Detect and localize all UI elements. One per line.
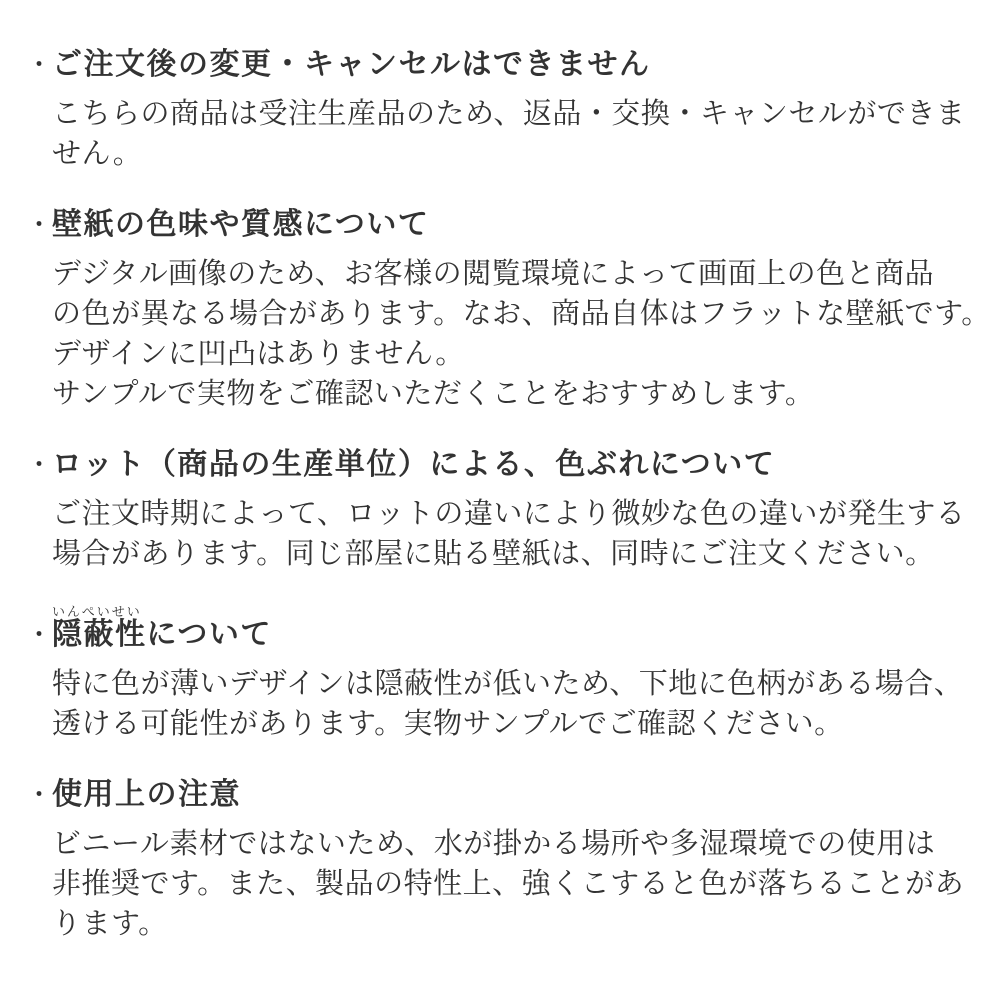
section-heading-row bbox=[28, 204, 980, 246]
section-body: ご注文時期によって、ロットの違いにより微妙な色の違いが発生する 場合があります。同じ部屋に貼る壁紙は、同時にご注文ください。 bbox=[52, 498, 966, 570]
section-heading-row bbox=[28, 444, 980, 486]
note-section bbox=[28, 774, 980, 944]
section-heading: 壁紙の色味や質感について bbox=[52, 208, 430, 241]
section-heading-row bbox=[28, 774, 980, 816]
section-heading-row bbox=[28, 44, 980, 86]
bullet-marker: ・ bbox=[28, 452, 51, 477]
bullet-marker: ・ bbox=[28, 52, 51, 77]
note-section bbox=[28, 204, 991, 414]
note-section bbox=[28, 444, 980, 574]
bullet-marker: ・ bbox=[28, 782, 51, 807]
note-section bbox=[28, 44, 980, 174]
section-heading: ロット（商品の生産単位）による、色ぶれについて bbox=[52, 448, 776, 481]
section-body: こちらの商品は受注生産品のため、返品・交換・キャンセルができま せん。 bbox=[52, 98, 966, 170]
bullet-marker: ・ bbox=[28, 212, 51, 237]
note-section bbox=[28, 604, 980, 744]
section-body: デジタル画像のため、お客様の閲覧環境によって画面上の色と商品 の色が異なる場合があります。なお、商品自体はフラットな壁紙です。 デザインに凹凸はありません。 サンプルで実物をご確認いただくことをおすすめします。 bbox=[52, 258, 991, 410]
section-body: 特に色が薄いデザインは隠蔽性が低いため、下地に色柄がある場合、 透ける可能性があります。実物サンプルでご確認ください。 bbox=[52, 668, 964, 740]
bullet-marker: ・ bbox=[28, 622, 51, 647]
section-heading: 隠蔽性いんぺいせいについて bbox=[52, 604, 272, 651]
section-heading-row bbox=[28, 604, 980, 656]
heading-furigana: 隠蔽性いんぺいせい bbox=[52, 604, 147, 651]
section-heading: ご注文後の変更・キャンセルはできません bbox=[52, 48, 651, 81]
section-heading: 使用上の注意 bbox=[52, 778, 241, 811]
section-body: ビニール素材ではないため、水が掛かる場所や多湿環境での使用は 非推奨です。また、製品の特性上、強くこすると色が落ちることがあ ります。 bbox=[52, 828, 965, 940]
